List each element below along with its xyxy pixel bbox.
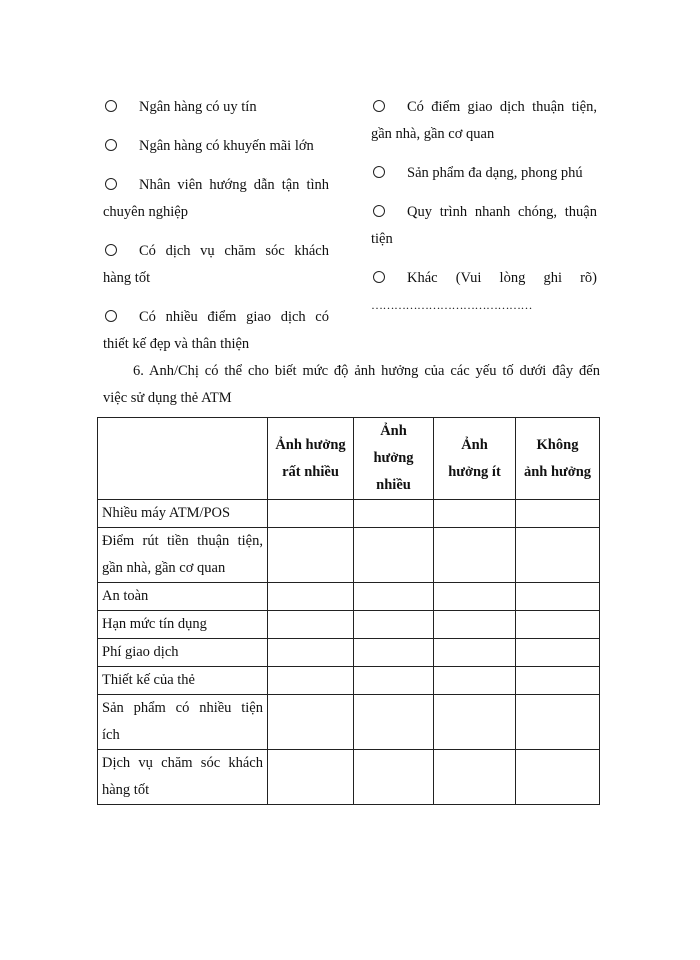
table-row xyxy=(98,695,600,750)
rating-cell[interactable] xyxy=(268,500,354,528)
rating-cell[interactable] xyxy=(268,583,354,611)
rating-cell[interactable] xyxy=(434,611,516,639)
header-factor xyxy=(98,418,268,500)
option-label: Quy trình nhanh chóng, thuận xyxy=(407,204,597,220)
radio-circle-icon[interactable] xyxy=(105,178,117,190)
rating-cell[interactable] xyxy=(268,667,354,695)
rating-cell[interactable] xyxy=(434,695,516,750)
question-6-line2: việc sử dụng thẻ ATM xyxy=(103,390,232,406)
header-none: Không ảnh hưởng xyxy=(516,418,600,500)
option-label: Có dịch vụ chăm sóc khách xyxy=(139,243,329,259)
option-label: Khác (Vui lòng ghi rõ) xyxy=(407,270,597,286)
option-label: Nhân viên hướng dẫn tận tình xyxy=(139,177,329,193)
row-label: Phí giao dịch xyxy=(98,639,268,667)
rating-cell[interactable] xyxy=(268,695,354,750)
row-label: Điểm rút tiền thuận tiện, gần nhà, gần cơ quan xyxy=(98,528,268,583)
header-little: Ảnh hưởng ít xyxy=(434,418,516,500)
rating-table xyxy=(97,417,600,805)
rating-cell[interactable] xyxy=(516,639,600,667)
table-row xyxy=(98,528,600,583)
rating-cell[interactable] xyxy=(268,528,354,583)
table-row xyxy=(98,750,600,805)
radio-circle-icon[interactable] xyxy=(373,166,385,178)
header-much: Ảnh hưởng nhiều xyxy=(354,418,434,500)
rating-cell[interactable] xyxy=(434,639,516,667)
option-label: Sản phẩm đa dạng, phong phú xyxy=(407,165,583,181)
option-staff-guidance[interactable] xyxy=(103,172,329,226)
rating-cell[interactable] xyxy=(516,583,600,611)
rating-cell[interactable] xyxy=(516,667,600,695)
rating-cell[interactable] xyxy=(354,750,434,805)
table-row xyxy=(98,639,600,667)
table-row xyxy=(98,500,600,528)
row-label: Sản phẩm có nhiều tiện ích xyxy=(98,695,268,750)
table-row xyxy=(98,611,600,639)
option-convenient-location[interactable] xyxy=(371,94,597,148)
option-label: Ngân hàng có uy tín xyxy=(139,99,257,115)
radio-circle-icon[interactable] xyxy=(105,100,117,112)
table-row xyxy=(98,667,600,695)
rating-cell[interactable] xyxy=(434,750,516,805)
other-fill-in-line[interactable]: …………………………………… xyxy=(371,298,532,312)
row-label: Thiết kế của thẻ xyxy=(98,667,268,695)
radio-circle-icon[interactable] xyxy=(373,271,385,283)
rating-cell[interactable] xyxy=(268,639,354,667)
option-label: Ngân hàng có khuyến mãi lớn xyxy=(139,138,314,154)
option-label-cont: thiết kế đẹp và thân thiện xyxy=(103,336,250,352)
option-label-cont: tiện xyxy=(371,231,393,247)
radio-circle-icon[interactable] xyxy=(105,310,117,322)
table-header-row xyxy=(98,418,600,500)
rating-cell[interactable] xyxy=(434,583,516,611)
question-6-line1: 6. Anh/Chị có thể cho biết mức độ ảnh hưởng của các yếu tố dưới đây đến xyxy=(133,363,600,379)
header-very-much: Ảnh hưởng rất nhiều xyxy=(268,418,354,500)
option-trusted-bank[interactable] xyxy=(103,94,329,121)
radio-circle-icon[interactable] xyxy=(105,244,117,256)
option-label-cont: hàng tốt xyxy=(103,270,151,286)
option-label: Có nhiều điểm giao dịch có xyxy=(139,309,329,325)
option-nice-branches[interactable] xyxy=(103,304,329,358)
row-label: Nhiều máy ATM/POS xyxy=(98,500,268,528)
rating-cell[interactable] xyxy=(516,750,600,805)
rating-cell[interactable] xyxy=(354,500,434,528)
option-other[interactable] xyxy=(371,265,597,319)
rating-cell[interactable] xyxy=(354,528,434,583)
option-label: Có điểm giao dịch thuận tiện, xyxy=(407,99,597,115)
rating-cell[interactable] xyxy=(354,667,434,695)
rating-cell[interactable] xyxy=(354,695,434,750)
rating-cell[interactable] xyxy=(268,611,354,639)
option-fast-process[interactable] xyxy=(371,199,597,253)
radio-circle-icon[interactable] xyxy=(373,100,385,112)
rating-cell[interactable] xyxy=(354,639,434,667)
radio-circle-icon[interactable] xyxy=(373,205,385,217)
rating-cell[interactable] xyxy=(434,667,516,695)
option-label-cont: chuyên nghiệp xyxy=(103,204,188,220)
option-label-cont: gần nhà, gần cơ quan xyxy=(371,126,495,142)
rating-cell[interactable] xyxy=(434,528,516,583)
rating-cell[interactable] xyxy=(516,500,600,528)
option-diverse-products[interactable] xyxy=(371,160,597,187)
row-label: Dịch vụ chăm sóc khách hàng tốt xyxy=(98,750,268,805)
radio-circle-icon[interactable] xyxy=(105,139,117,151)
rating-cell[interactable] xyxy=(354,611,434,639)
rating-cell[interactable] xyxy=(516,528,600,583)
rating-cell[interactable] xyxy=(268,750,354,805)
rating-cell[interactable] xyxy=(354,583,434,611)
rating-cell[interactable] xyxy=(516,695,600,750)
row-label: Hạn mức tín dụng xyxy=(98,611,268,639)
rating-cell[interactable] xyxy=(516,611,600,639)
rating-cell[interactable] xyxy=(434,500,516,528)
option-customer-care[interactable] xyxy=(103,238,329,292)
row-label: An toàn xyxy=(98,583,268,611)
option-big-promotion[interactable] xyxy=(103,133,329,160)
question-6 xyxy=(103,358,600,412)
table-row xyxy=(98,583,600,611)
